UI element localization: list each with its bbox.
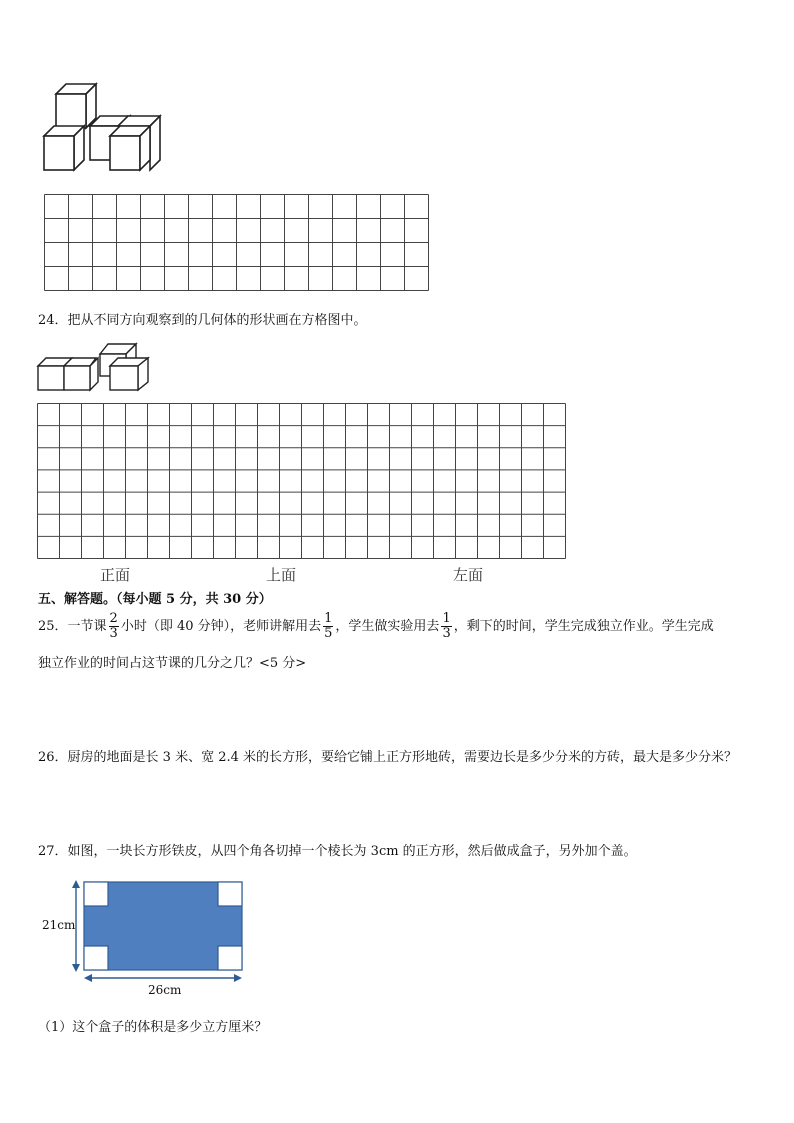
question-27-sub-1: （1）这个盒子的体积是多少立方厘米？ bbox=[38, 1020, 268, 1035]
question-25-line-1: 25．一节课 $\frac{2}{3}$ 小时（即 40 分钟），老师讲解用去 $\frac{1}{5}$ ，学生做实验用去 $\frac{1}{3}$ ，剩下的时间，学生完成独立作业。学生完成 bbox=[38, 611, 714, 641]
question-24: 24．把从不同方向观察到的几何体的形状画在方格图中。 bbox=[38, 313, 367, 328]
cube-figure-2 bbox=[36, 340, 152, 394]
answer-grid-2 bbox=[37, 403, 569, 561]
question-26: 26．厨房的地面是长 3 米、宽 2.4 米的长方形，要给它铺上正方形地砖，需要边长是多少分米的方砖，最大是多少分米？ bbox=[38, 750, 738, 765]
answer-grid-1 bbox=[44, 194, 432, 292]
cube-figure-1 bbox=[38, 80, 168, 175]
width-label: 26cm bbox=[148, 983, 182, 997]
view-label-left: 左面 bbox=[453, 566, 484, 584]
fraction-one-fifth: $\frac{1}{5}$ bbox=[324, 611, 333, 641]
fraction-one-third: $\frac{1}{3}$ bbox=[442, 611, 451, 641]
view-label-top: 上面 bbox=[266, 566, 297, 584]
height-label: 21cm bbox=[42, 918, 76, 932]
sheet-figure bbox=[38, 872, 258, 1000]
question-27: 27．如图，一块长方形铁皮，从四个角各切掉一个棱长为 3cm 的正方形，然后做成盒子，另外加个盖。 bbox=[38, 844, 637, 859]
section-heading: 五、解答题。（每小题 5 分，共 30 分） bbox=[38, 592, 272, 607]
view-label-front: 正面 bbox=[100, 566, 131, 584]
fraction-two-thirds: $\frac{2}{3}$ bbox=[109, 611, 118, 641]
question-25-line-2: 独立作业的时间占这节课的几分之几？<5 分> bbox=[38, 656, 307, 671]
